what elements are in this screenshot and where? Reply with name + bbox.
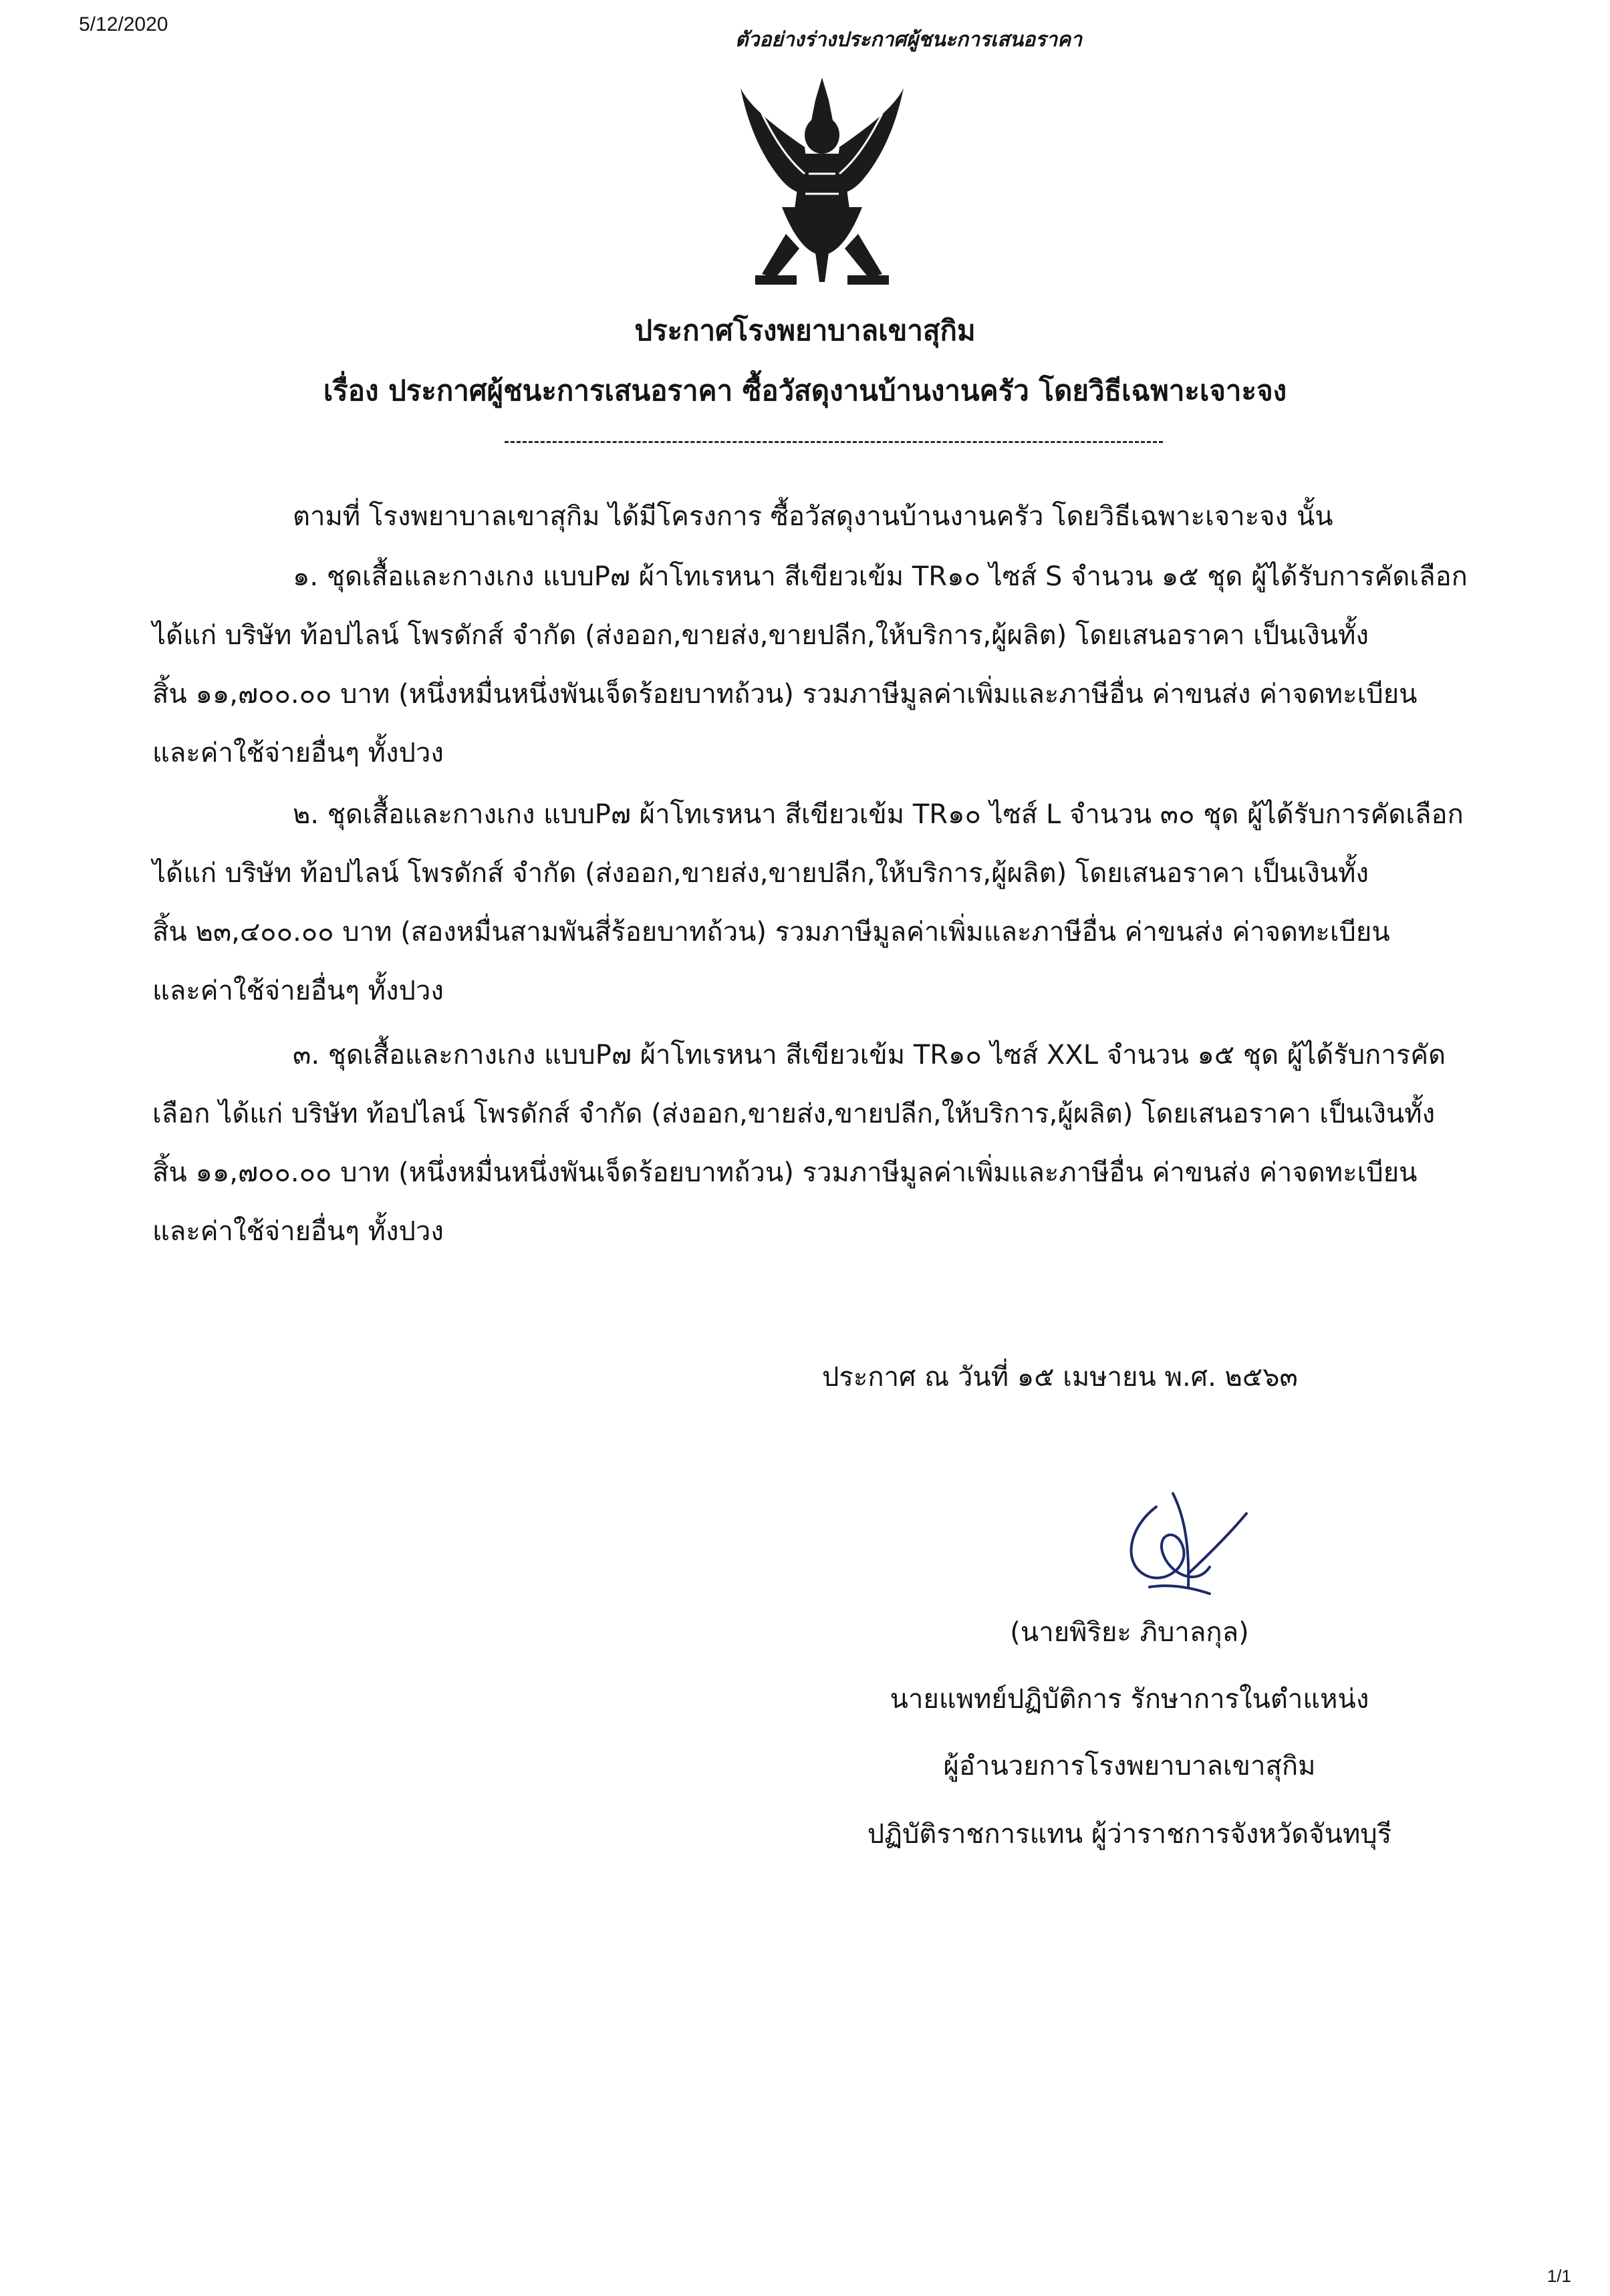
item-2-line-4: และค่าใช้จ่ายอื่นๆ ทั้งปวง (152, 976, 444, 1006)
item-3-line-1: ๓. ชุดเสื้อและกางเกง แบบP๗ ผ้าโทเรหนา สีเขียวเข้ม TR๑๐ ไซส์ XXL จำนวน ๑๕ ชุด ผู้ได้รับการคัด (293, 1040, 1446, 1070)
item-2-line-3: สิ้น ๒๓,๔๐๐.๐๐ บาท (สองหมื่นสามพันสี่ร้อยบาทถ้วน) รวมภาษีมูลค่าเพิ่มและภาษีอื่น ค่าขนส่ง ค่าจดทะเบียน (152, 917, 1390, 948)
draft-label: ตัวอย่างร่างประกาศผู้ชนะการเสนอราคา (735, 28, 1082, 51)
signatory-name: (นายพิริยะ ภิบาลกุล) (1010, 1617, 1249, 1648)
item-2-line-2: ได้แก่ บริษัท ท้อปไลน์ โพรดักส์ จำกัด (ส่งออก,ขายส่ง,ขายปลีก,ให้บริการ,ผู้ผลิต) โดยเสนอราคา เป็นเงินทั้ง (152, 858, 1369, 889)
print-date: 5/12/2020 (79, 13, 168, 35)
document-title: ประกาศโรงพยาบาลเขาสุกิม (634, 314, 976, 347)
item-1-line-3: สิ้น ๑๑,๗๐๐.๐๐ บาท (หนึ่งหมื่นหนึ่งพันเจ็ดร้อยบาทถ้วน) รวมภาษีมูลค่าเพิ่มและภาษีอื่น ค่าขนส่ง ค่าจดทะเบียน (152, 679, 1418, 710)
intro-paragraph: ตามที่ โรงพยาบาลเขาสุกิม ได้มีโครงการ ซื้อวัสดุงานบ้านงานครัว โดยวิธีเฉพาะเจาะจง นั้น (293, 501, 1333, 532)
item-3-line-3: สิ้น ๑๑,๗๐๐.๐๐ บาท (หนึ่งหมื่นหนึ่งพันเจ็ดร้อยบาทถ้วน) รวมภาษีมูลค่าเพิ่มและภาษีอื่น ค่าขนส่ง ค่าจดทะเบียน (152, 1157, 1418, 1188)
item-2-line-1: ๒. ชุดเสื้อและกางเกง แบบP๗ ผ้าโทเรหนา สีเขียวเข้ม TR๑๐ ไซส์ L จำนวน ๓๐ ชุด ผู้ได้รับการคัดเลือก (293, 799, 1464, 830)
garuda-emblem-icon (735, 74, 909, 294)
document-subject: เรื่อง ประกาศผู้ชนะการเสนอราคา ซื้อวัสดุงานบ้านงานครัว โดยวิธีเฉพาะเจาะจง (323, 374, 1287, 407)
handwritten-signature (1109, 1487, 1256, 1600)
page-number: 1/1 (1547, 2266, 1571, 2286)
item-3-line-4: และค่าใช้จ่ายอื่นๆ ทั้งปวง (152, 1216, 444, 1247)
signatory-title-2: ผู้อำนวยการโรงพยาบาลเขาสุกิม (943, 1751, 1316, 1781)
item-1-line-1: ๑. ชุดเสื้อและกางเกง แบบP๗ ผ้าโทเรหนา สีเขียวเข้ม TR๑๐ ไซส์ S จำนวน ๑๕ ชุด ผู้ได้รับการคัดเลือก (293, 561, 1468, 592)
signatory-title-3: ปฏิบัติราชการแทน ผู้ว่าราชการจังหวัดจันทบุรี (867, 1819, 1392, 1850)
item-1-line-2: ได้แก่ บริษัท ท้อปไลน์ โพรดักส์ จำกัด (ส่งออก,ขายส่ง,ขายปลีก,ให้บริการ,ผู้ผลิต) โดยเสนอราคา เป็นเงินทั้ง (152, 620, 1369, 651)
item-3-line-2: เลือก ได้แก่ บริษัท ท้อปไลน์ โพรดักส์ จำกัด (ส่งออก,ขายส่ง,ขายปลีก,ให้บริการ,ผู้ผลิต) โดยเสนอราคา เป็นเงินทั้ง (152, 1099, 1436, 1129)
item-1-line-4: และค่าใช้จ่ายอื่นๆ ทั้งปวง (152, 738, 444, 768)
signatory-title-1: นายแพทย์ปฏิบัติการ รักษาการในตำแหน่ง (890, 1684, 1369, 1715)
announce-date: ประกาศ ณ วันที่ ๑๕ เมษายน พ.ศ. ๒๕๖๓ (822, 1362, 1298, 1393)
divider (505, 441, 1163, 443)
